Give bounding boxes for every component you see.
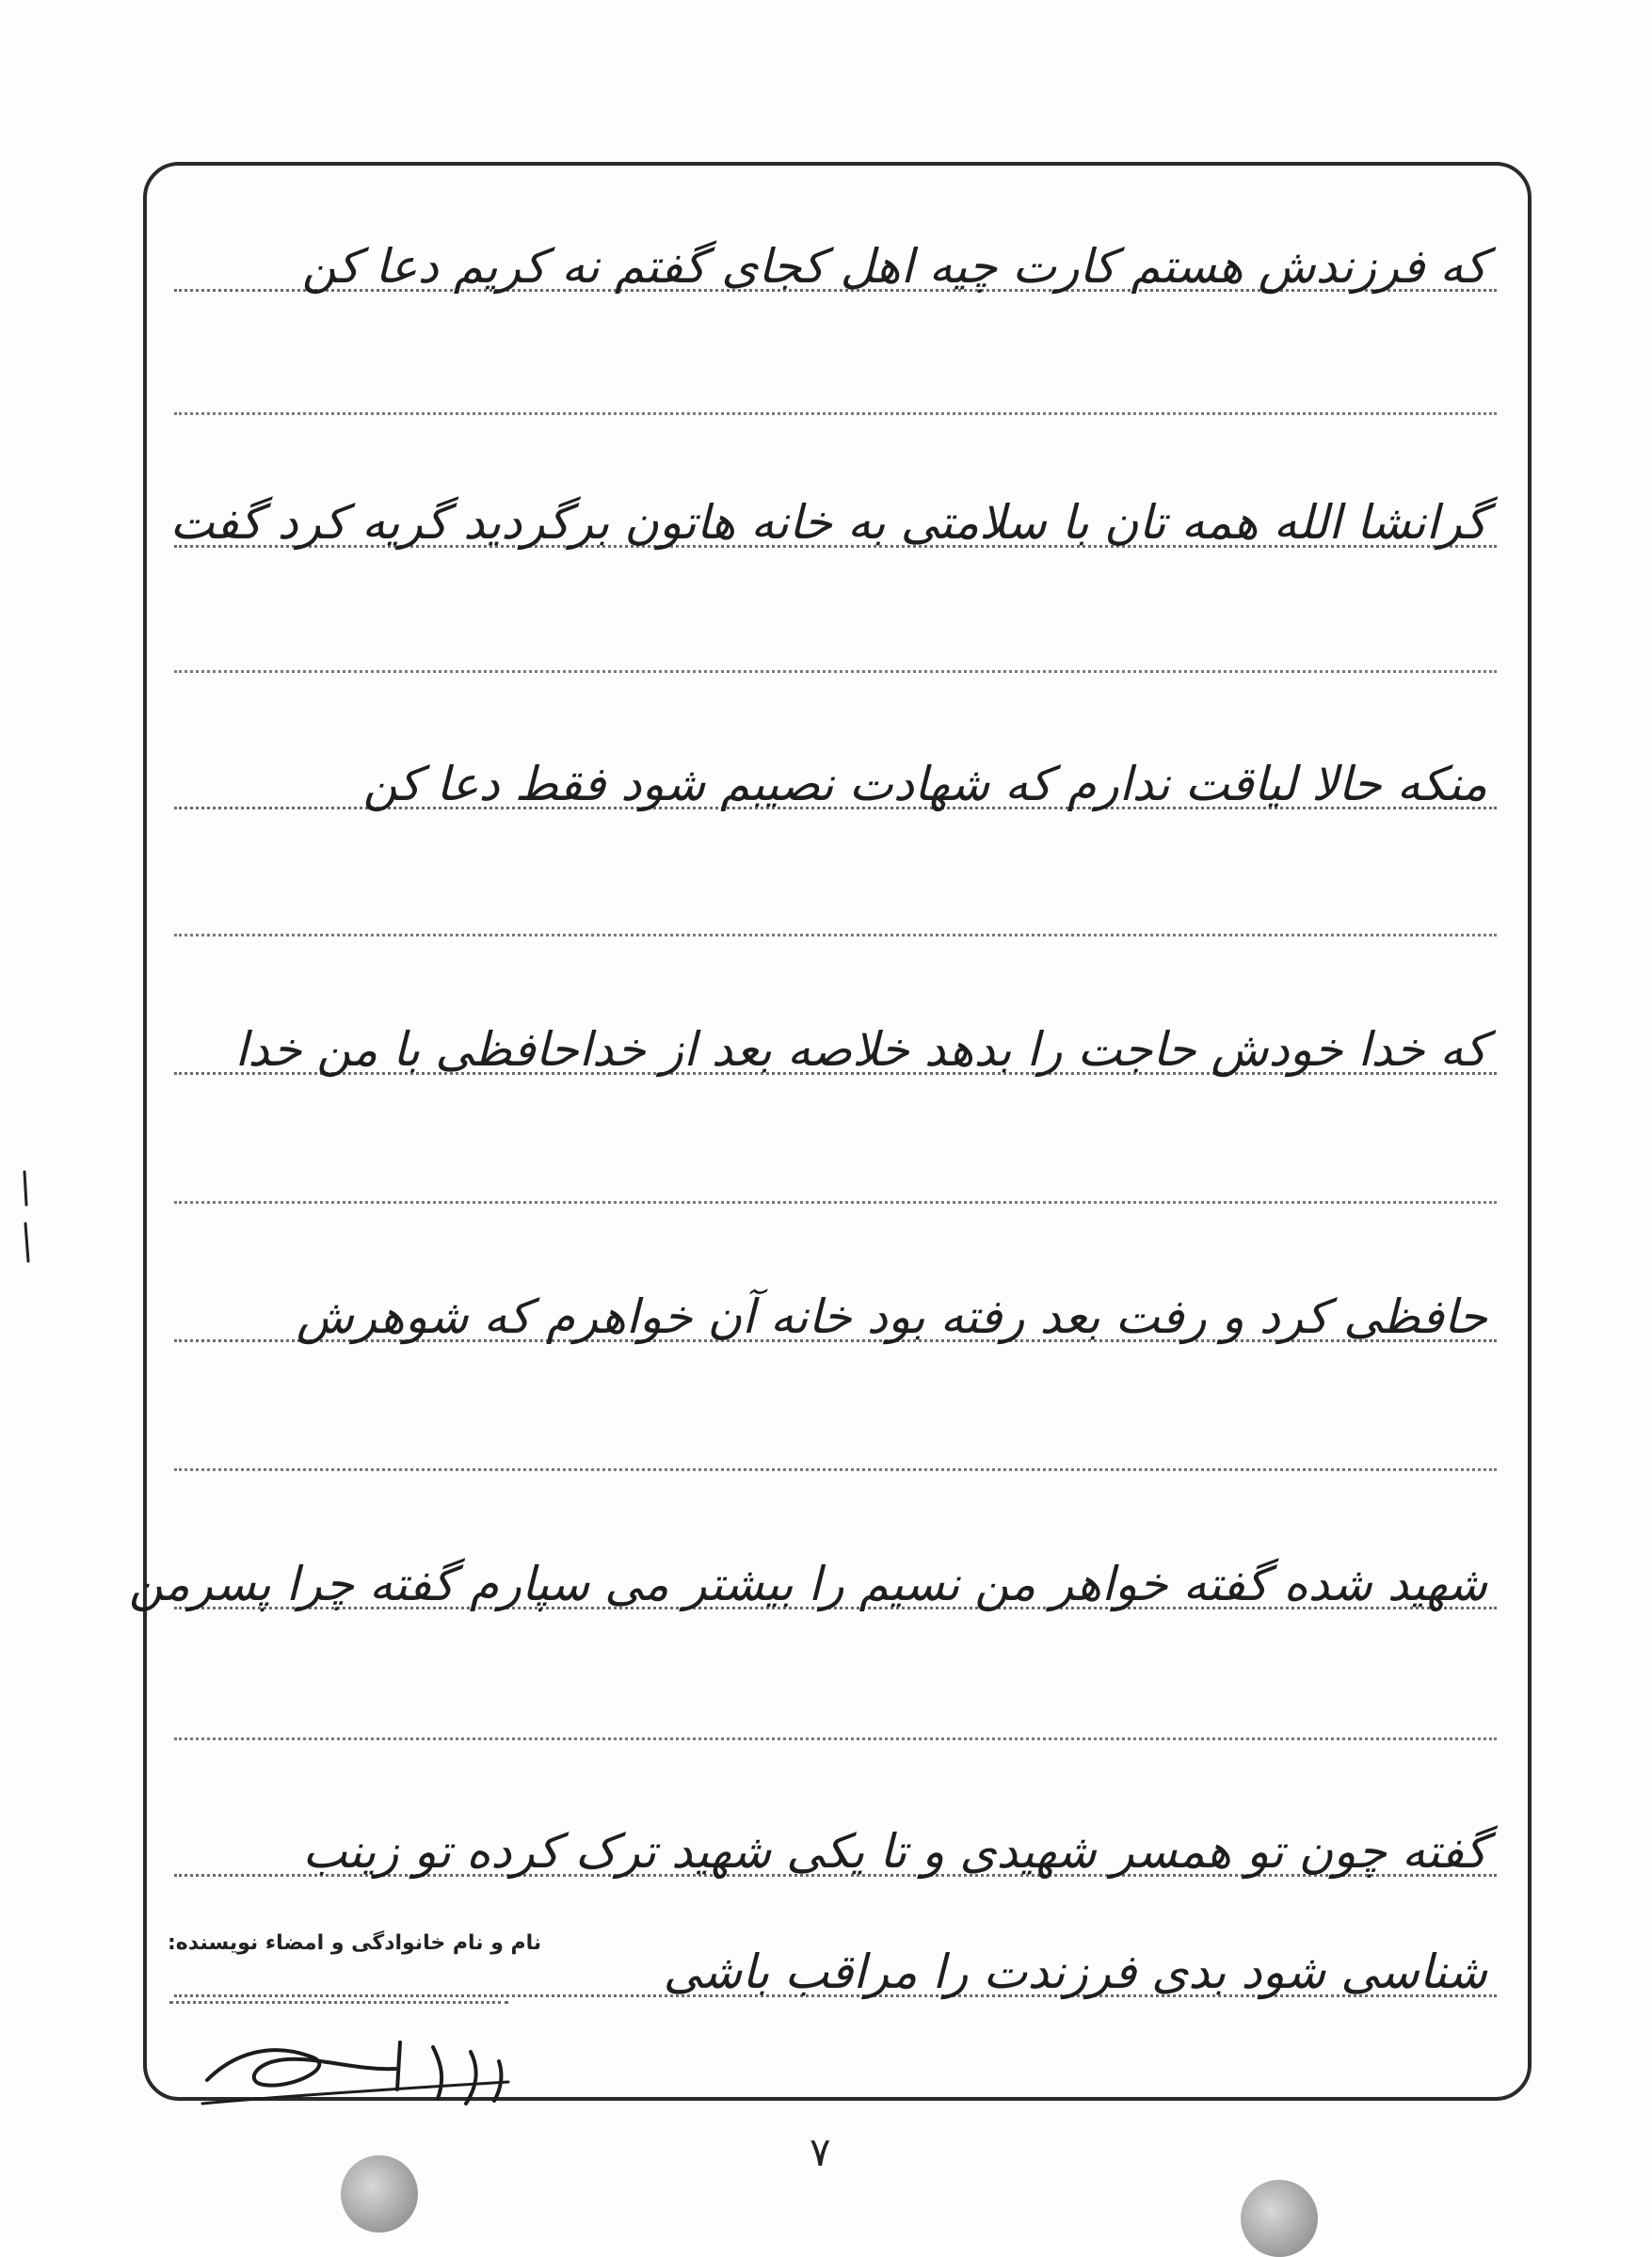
text-line-2	[169, 471, 1497, 565]
margin-mark	[21, 1167, 32, 1271]
handwritten-text: شهید شده گفته خواهر من نسیم را بیشتر می سپارم گفته چرا پسرمن	[128, 1557, 1487, 1611]
signature-mark	[198, 2014, 555, 2118]
dotted-rule	[174, 934, 1497, 936]
text-line-5	[174, 1265, 1497, 1359]
handwritten-text: گرانشا الله همه تان با سلامتی به خانه هاتون برگردید گریه کرد گفت	[169, 495, 1487, 550]
punch-hole	[341, 2155, 418, 2233]
punch-hole	[1241, 2180, 1318, 2257]
text-line-1	[174, 215, 1497, 309]
dotted-rule	[174, 1201, 1497, 1204]
page-number: ۷	[810, 2129, 831, 2175]
handwritten-text: که خدا خودش حاجت را بدهد خلاصه بعد از خداحافظی با من خدا	[234, 1022, 1487, 1077]
handwritten-text: حافظی کرد و رفت بعد رفته بود خانه آن خواهرم که شوهرش	[296, 1289, 1487, 1344]
dotted-rule	[174, 1737, 1497, 1740]
text-line-6	[128, 1532, 1497, 1626]
text-line-3	[174, 732, 1497, 826]
signature-rule	[169, 2001, 508, 2004]
handwritten-text: شناسی شود بدی فرزندت را مراقب باشی	[663, 1945, 1487, 1999]
dotted-rule	[174, 412, 1497, 415]
handwritten-text: منکه حالا لیاقت ندارم که شهادت نصیبم شود فقط دعا کن	[362, 757, 1487, 811]
text-line-4	[174, 998, 1497, 1092]
dotted-rule	[174, 670, 1497, 673]
handwritten-text: گفته چون تو همسر شهیدی و تا یکی شهید ترک کرده تو زینب	[302, 1824, 1487, 1879]
handwritten-text: که فرزندش هستم کارت چیه اهل کجای گفتم نه کریم دعا کن	[301, 239, 1487, 294]
dotted-rule	[174, 1468, 1497, 1471]
text-line-7	[174, 1800, 1497, 1894]
signature-label: نام و نام خانوادگی و امضاء نویسنده:	[168, 1931, 542, 1955]
